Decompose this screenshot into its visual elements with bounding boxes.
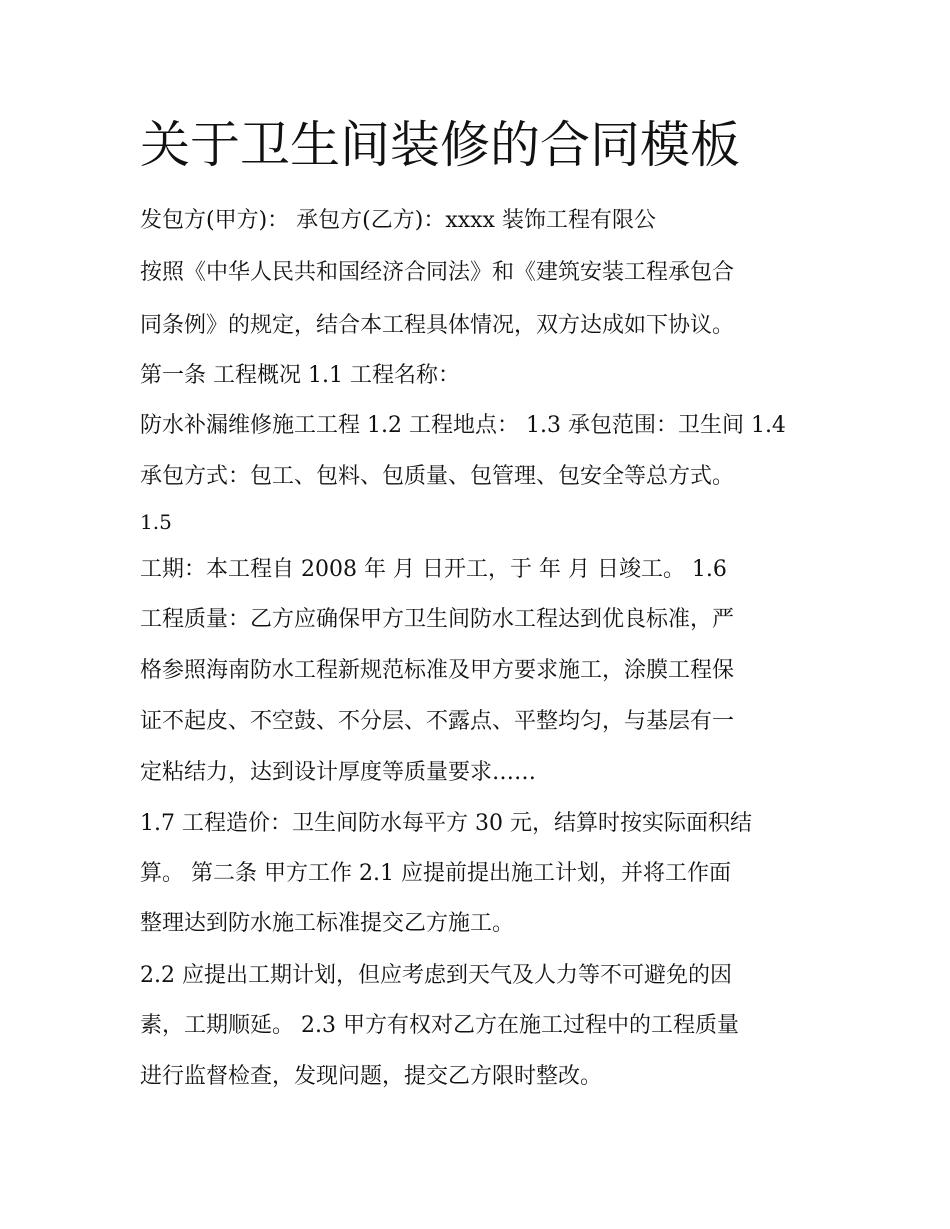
paragraph-line: 发包方(甲方)： 承包方(乙方)：xxxx 装饰工程有限公 xyxy=(140,208,656,233)
paragraph-line: 进行监督检查，发现问题，提交乙方限时整改。 xyxy=(140,1064,603,1089)
paragraph-line: 防水补漏维修施工工程 1.2 工程地点： 1.3 承包范围：卫生间 1.4 xyxy=(140,413,786,438)
paragraph-line: 工期：本工程自 2008 年 月 日开工，于 年 月 日竣工。 1.6 xyxy=(140,557,727,582)
paragraph-line: 工程质量：乙方应确保甲方卫生间防水工程达到优良标准，严 xyxy=(140,607,735,632)
paragraph-line: 证不起皮、不空鼓、不分层、不露点、平整均匀，与基层有一 xyxy=(140,709,735,734)
paragraph-line: 承包方式：包工、包料、包质量、包管理、包安全等总方式。 xyxy=(140,464,735,489)
paragraph-line: 按照《中华人民共和国经济合同法》和《建筑安装工程承包合 xyxy=(140,260,735,285)
paragraph-line: 算。 第二条 甲方工作 2.1 应提前提出施工计划，并将工作面 xyxy=(140,861,731,886)
document-title: 关于卫生间装修的合同模板 xyxy=(140,116,740,174)
paragraph-line: 素，工期顺延。 2.3 甲方有权对乙方在施工过程中的工程质量 xyxy=(140,1013,739,1038)
paragraph-line: 第一条 工程概况 1.1 工程名称： xyxy=(140,363,460,388)
paragraph-line: 1.5 xyxy=(140,510,172,534)
paragraph-line: 整理达到防水施工标准提交乙方施工。 xyxy=(140,911,515,936)
paragraph-line: 格参照海南防水工程新规范标准及甲方要求施工，涂膜工程保 xyxy=(140,658,735,683)
paragraph-line: 定粘结力，达到设计厚度等质量要求…… xyxy=(140,760,537,785)
paragraph-line: 2.2 应提出工期计划，但应考虑到天气及人力等不可避免的因 xyxy=(140,963,732,988)
paragraph-line: 同条例》的规定，结合本工程具体情况，双方达成如下协议。 xyxy=(140,313,735,338)
paragraph-line: 1.7 工程造价：卫生间防水每平方 30 元，结算时按实际面积结 xyxy=(140,811,752,836)
